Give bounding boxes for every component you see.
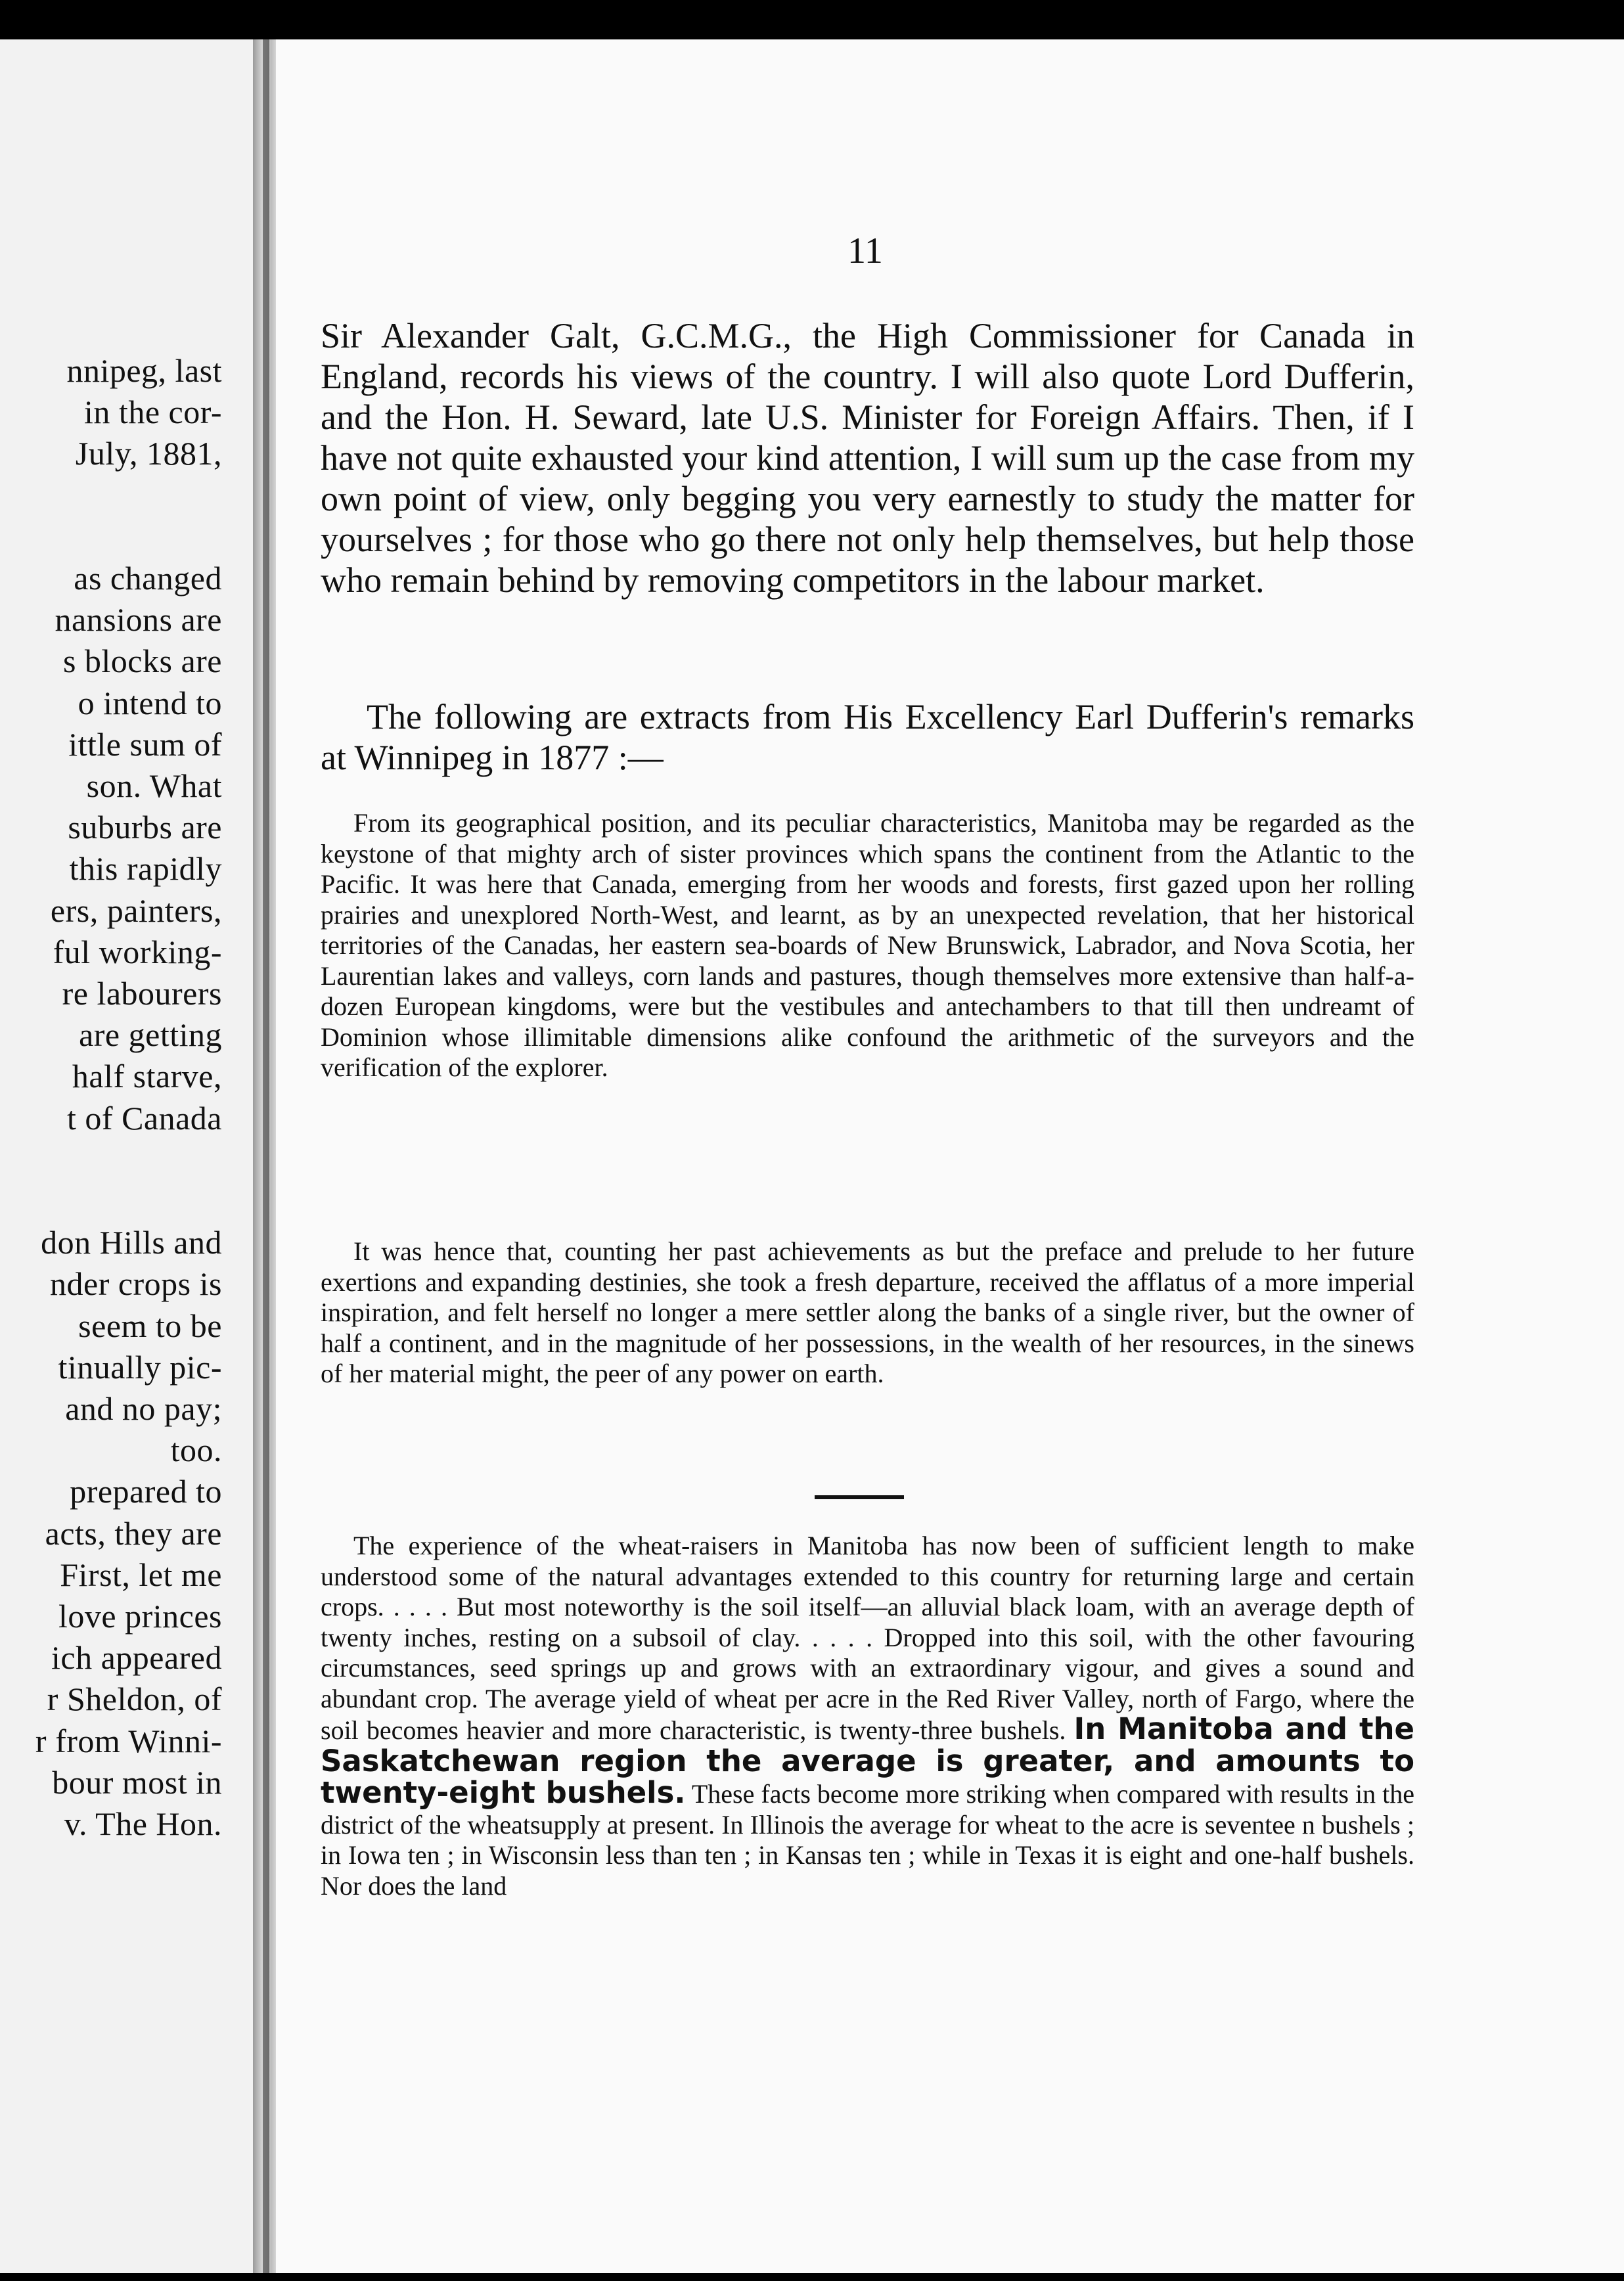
left-page-line: prepared to [70, 1473, 222, 1510]
intro-paragraph: Sir Alexander Galt, G.C.M.G., the High Commissioner for Canada in England, records his views of the country. I will also quote Lord Dufferin, and the Hon. H. Seward, late U.S. Minister for Foreign Affairs. Then, if I have not quite exhausted your kind attention, I will sum up the case from my own point of view, only begging you very earnestly to study the matter for yourselves ; for those who go there not only help themselves, but help those who remain behind by removing competitors in the labour market. [321, 316, 1414, 600]
left-page-line: tinually pic- [58, 1348, 222, 1386]
left-page-line: bour most in [52, 1763, 222, 1801]
left-facing-page [0, 39, 255, 2273]
left-page-line: First, let me [60, 1556, 222, 1593]
left-page-line: suburbs are [68, 809, 222, 846]
left-page-line: ful working- [53, 933, 222, 970]
left-page-line: half starve, [72, 1058, 222, 1095]
left-page-line: ittle sum of [68, 725, 222, 763]
left-page-line: o intend to [78, 684, 222, 721]
section-divider [815, 1495, 904, 1499]
extract-lead-paragraph: The following are extracts from His Excellency Earl Dufferin's remarks at Winnipeg in 1877 :— [321, 697, 1414, 777]
left-page-line: son. What [86, 767, 222, 804]
left-page-line: and no pay; [65, 1390, 222, 1427]
closing-paragraph-part1: The experience of the wheat-raisers in Manitoba has now been of sufficient length to make understood some of the natural advantages extended to this country for returning large and certain crops. . . . . But most noteworthy is the soil itself—an alluvial black loam, with an average depth of twenty inches, resting on a subsoil of clay. . . . . Dropped into this soil, with the other favouring circumstances, seed springs up and grows with an extraordinary vigour, and gives a sound and abundant crop. The average yield of wheat per acre in the Red River Valley, north of Fargo, where the soil becomes heavier and more characteristic, is twenty-three bushels. [321, 1531, 1414, 1745]
left-page-line: are getting [79, 1016, 222, 1054]
quote-paragraph-2: It was hence that, counting her past achievements as but the preface and prelude to her future exertions and expanding destinies, she took a fresh departure, received the afflatus of a more imperial inspiration, and felt herself no longer a mere settler along the banks of a single river, but the owner of half a continent, and in the magnitude of her possessions, in the wealth of her resources, in the sinews of her material might, the peer of any power on earth. [321, 1236, 1414, 1388]
left-page-line: nder crops is [50, 1265, 222, 1303]
left-page-line: acts, they are [45, 1514, 222, 1552]
page-number: 11 [847, 231, 883, 271]
left-page-line: love princes [58, 1598, 222, 1635]
left-page-line: seem to be [78, 1307, 222, 1344]
main-page [276, 39, 1624, 2273]
left-page-line: r from Winni- [35, 1722, 222, 1759]
left-page-line: t of Canada [67, 1099, 222, 1137]
left-page-line: re labourers [62, 975, 222, 1012]
left-page-line: as changed [74, 560, 222, 597]
left-page-line: ich appeared [51, 1639, 222, 1677]
left-page-line: s blocks are [62, 643, 222, 680]
left-page-line: nnipeg, last [66, 352, 222, 389]
left-page-line: ers, painters, [50, 892, 222, 929]
quote-paragraph-1: From its geographical position, and its peculiar characteristics, Manitoba may be regarded as the keystone of that mighty arch of sister provinces which spans the continent from the Atlantic to the Pacific. It was here that Canada, emerging from her woods and forests, first gazed upon her rolling prairies and unexplored North-West, and learnt, as by an unexpected revelation, that her historical territories of the Canadas, her eastern sea-boards of New Brunswick, Labrador, and Nova Scotia, her Laurentian lakes and valleys, corn lands and pastures, though themselves more extensive than half-a-dozen European kingdoms, were but the vestibules and antechambers to that till then undreamt of Dominion whose illimitable dimensions alike confound the arithmetic of the surveyors and the verification of the explorer. [321, 808, 1414, 1082]
closing-paragraph-part2: These facts become more striking when compared with results in the district of the wheatsupply at present. In Illinois the average for wheat to the acre is seventee n bushels ; in Iowa ten ; in Wisconsin less than ten ; in Kansas ten ; while in Texas it is eight and one-half bushels. Nor does the land [321, 1779, 1414, 1901]
left-page-line: this rapidly [69, 850, 222, 888]
left-page-line: v. The Hon. [64, 1805, 222, 1842]
left-page-line: July, 1881, [75, 435, 222, 472]
left-page-line: don Hills and [41, 1224, 222, 1261]
left-page-line: too. [170, 1432, 222, 1469]
gutter-shadow [263, 39, 269, 2273]
left-page-line: in the cor- [84, 394, 222, 431]
left-page-line: r Sheldon, of [47, 1681, 222, 1718]
left-page-line: nansions are [55, 601, 222, 639]
closing-paragraph [321, 1531, 1414, 1901]
closing-paragraph-bold: In Manitoba and the Saskatchewan region the average is greater, and amounts to twenty-eight bushels. [321, 1711, 1415, 1810]
